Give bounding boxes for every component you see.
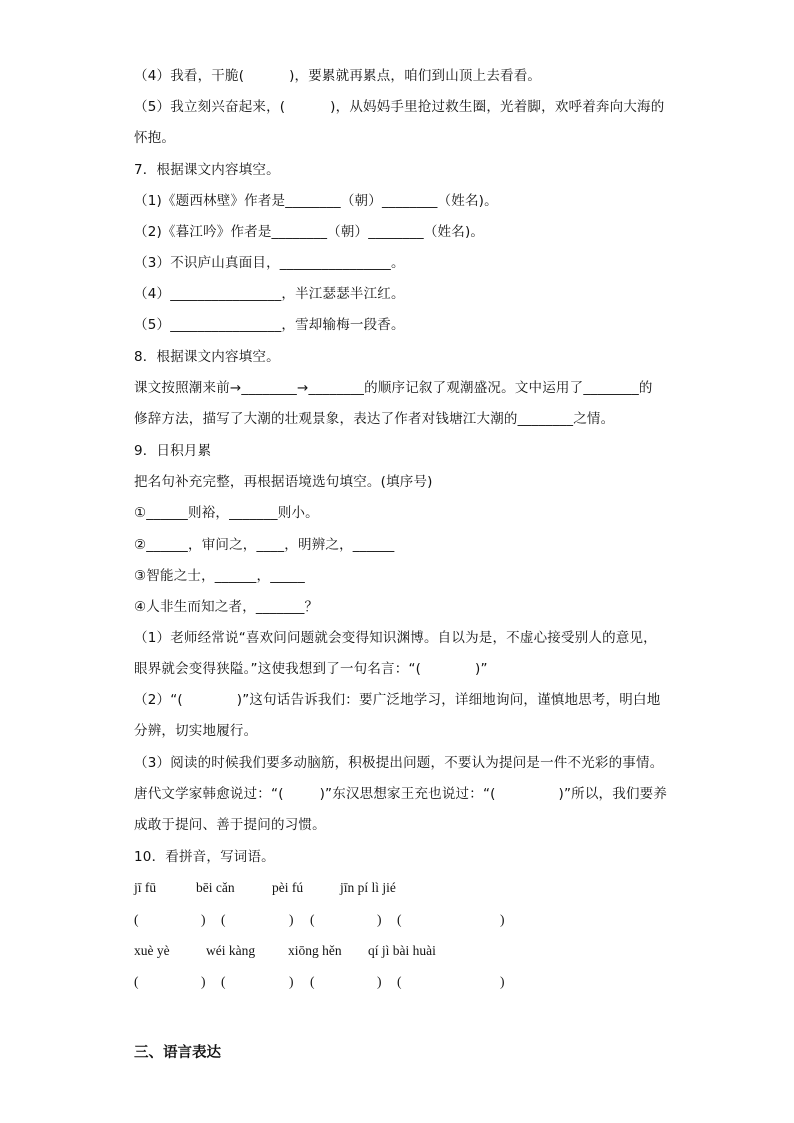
q9-sub-1-cont: 眼界就会变得狭隘。”这使我想到了一句名言：“( )” (134, 661, 488, 677)
pinyin-7: xiōng hěn (288, 943, 342, 958)
blank-open-1: ( (134, 912, 139, 927)
pinyin-3: pèi fú (272, 880, 304, 895)
blank-open-5: ( (134, 974, 139, 989)
q7-item-1: （1)《题西林壁》作者是________（朝）________（姓名)。 (134, 193, 498, 209)
q10-title: 10．看拼音，写词语。 (134, 849, 275, 865)
q7-item-4: （4）________________，半江瑟瑟半江红。 (134, 286, 405, 302)
section-heading: 三、语言表达 (134, 1045, 221, 1061)
pinyin-8: qí jì bài huài (368, 943, 436, 958)
q7-item-3: （3）不识庐山真面目，________________。 (134, 255, 405, 271)
blank-close-5: ) (201, 974, 206, 989)
blank-close-1: ) (201, 912, 206, 927)
q9-sub-1: （1）老师经常说“喜欢问问题就会变得知识渊博。自以为是，不虚心接受别人的意见， (134, 630, 657, 646)
pinyin-1: jī fū (134, 880, 157, 895)
blank-open-6: ( (221, 974, 226, 989)
q8-text-1: 课文按照潮来前→________→________的顺序记叙了观潮盛况。文中运用了________的 (134, 380, 653, 396)
blank-open-4: ( (397, 912, 402, 927)
blank-open-8: ( (397, 974, 402, 989)
pinyin-4: jīn pí lì jié (340, 880, 396, 895)
q7-item-2: （2)《暮江吟》作者是________（朝）________（姓名)。 (134, 224, 485, 240)
q9-instruction: 把名句补充完整，再根据语境选句填空。(填序号) (134, 474, 433, 490)
pinyin-6: wéi kàng (206, 943, 256, 958)
blank-close-3: ) (377, 912, 382, 927)
blank-open-2: ( (221, 912, 226, 927)
q9-sub-3-cont: 唐代文学家韩愈说过：“( )”东汉思想家王充也说过：“( )”所以，我们要养 (134, 786, 668, 802)
q8-title: 8．根据课文内容填空。 (134, 349, 280, 365)
blank-close-4: ) (500, 912, 505, 927)
q6-item-5: （5）我立刻兴奋起来，( )，从妈妈手里抢过救生圈，光着脚，欢呼着奔向大海的 (134, 99, 665, 115)
q9-quote-2: ②______，审问之，____，明辨之，______ (134, 537, 395, 553)
q6-item-4: （4）我看，干脆( )，要累就再累点，咱们到山顶上去看看。 (134, 68, 542, 84)
q9-sub-3-end: 成敢于提问、善于提问的习惯。 (134, 817, 326, 833)
q9-quote-3: ③智能之士，______，_____ (134, 568, 305, 584)
blank-close-6: ) (289, 974, 294, 989)
pinyin-5: xuè yè (134, 943, 170, 958)
q9-sub-3: （3）阅读的时候我们要多动脑筋，积极提出问题，不要认为提问是一件不光彩的事情。 (134, 755, 664, 771)
q9-quote-4: ④人非生而知之者，_______？ (134, 599, 319, 615)
blank-close-2: ) (289, 912, 294, 927)
blank-close-7: ) (377, 974, 382, 989)
q9-title: 9．日积月累 (134, 443, 212, 459)
q6-item-5-cont: 怀抱。 (134, 130, 176, 146)
q7-title: 7．根据课文内容填空。 (134, 162, 280, 178)
q9-sub-2-cont: 分辨，切实地履行。 (134, 723, 258, 739)
q9-sub-2: （2）“( )”这句话告诉我们：要广泛地学习，详细地询问，谨慎地思考，明白地 (134, 692, 661, 708)
q9-quote-1: ①______则裕，_______则小。 (134, 505, 319, 521)
blank-open-7: ( (310, 974, 315, 989)
blank-open-3: ( (310, 912, 315, 927)
q7-item-5: （5）________________，雪却输梅一段香。 (134, 317, 405, 333)
q8-text-2: 修辞方法，描写了大潮的壮观景象，表达了作者对钱塘江大潮的________之情。 (134, 411, 615, 427)
blank-close-8: ) (500, 974, 505, 989)
pinyin-2: bēi cǎn (196, 880, 235, 895)
